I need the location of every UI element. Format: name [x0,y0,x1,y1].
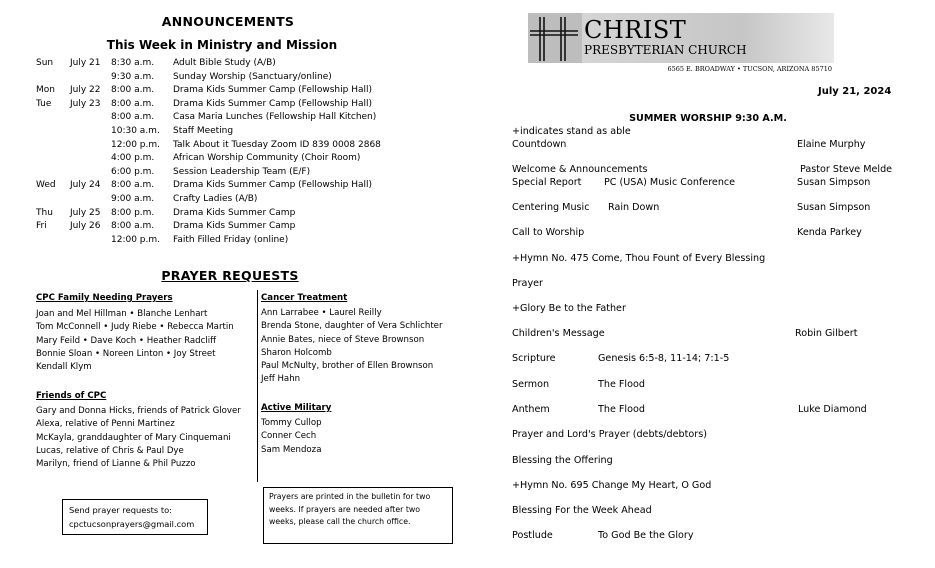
service-item [512,404,912,418]
service-item [512,253,912,267]
schedule-time: 12:00 p.m. [111,234,160,245]
schedule-time: 6:00 p.m. [111,166,155,177]
schedule-time: 8:00 a.m. [111,112,155,123]
schedule-time: 8:00 p.m. [111,207,155,218]
schedule-date: July 24 [70,180,101,191]
schedule-event: Sunday Worship (Sanctuary/online) [173,71,332,82]
schedule-time: 8:00 a.m. [111,85,155,96]
schedule-row [36,194,436,208]
schedule-row [36,153,436,167]
service-person: Luke Diamond [798,404,867,415]
schedule-date: July 22 [70,85,101,96]
prayer-title: PRAYER REQUESTS [161,268,299,283]
service-label: Centering Music [512,202,590,213]
schedule-event: Drama Kids Summer Camp [173,221,296,232]
schedule-event: Faith Filled Friday (online) [173,234,289,245]
service-item [512,328,912,342]
schedule-row [36,58,436,72]
schedule-date: July 26 [70,221,101,232]
cancer-list [261,307,461,386]
schedule-time: 12:00 p.m. [111,139,160,150]
service-item [512,139,912,153]
service-label: +Glory Be to the Father [512,303,626,314]
military-list [261,417,461,457]
schedule-row [36,221,436,235]
schedule-time: 8:30 a.m. [111,58,155,68]
service-title: SUMMER WORSHIP 9:30 A.M. [629,113,787,124]
schedule-event: Adult Bible Study (A/B) [173,58,276,68]
service-label: Blessing For the Week Ahead [512,505,652,516]
service-detail: Rain Down [608,202,660,213]
cancer-name: Jeff Hahn [261,374,301,385]
service-item [512,278,912,292]
cancer-name: Annie Bates, niece of Steve Brownson [261,334,425,345]
send-email: cpctucsonprayers@gmail.com [69,518,195,529]
cancer-name: Ann Larrabee • Laurel Reilly [261,308,382,319]
service-person: Kenda Parkey [797,227,862,238]
friends-list [36,405,256,471]
service-label: Sermon [512,379,550,390]
service-detail: The Flood [598,379,645,390]
service-label: Scripture [512,353,556,364]
schedule-time: 10:30 a.m. [111,125,160,136]
family-list [36,308,256,374]
schedule-time: 9:30 a.m. [111,71,155,82]
schedule-event: Session Leadership Team (E/F) [173,166,311,177]
announcements-title: ANNOUNCEMENTS [161,14,295,29]
friends-section [36,390,256,471]
schedule-time: 8:00 a.m. [111,98,155,109]
friend-name: Gary and Donna Hicks, friends of Patrick Glover [36,406,241,417]
friend-name: Lucas, relative of Chris & Paul Dye [36,445,184,456]
note-line-1: Prayers are printed in the bulletin for two [269,492,431,501]
family-name: Mary Feild • Dave Koch • Heather Radcliff [36,335,217,346]
service-detail: The Flood [598,404,645,415]
note-line-2: weeks. If prayers are needed after two [269,504,421,514]
schedule-row [36,180,436,194]
family-name: Kendall Klym [36,362,92,373]
service-item [512,379,912,393]
friend-name: McKayla, granddaughter of Mary Cinquemani [36,432,231,443]
schedule-row [36,140,436,154]
service-label: Blessing the Offering [512,455,613,466]
schedule-time: 9:00 a.m. [111,193,155,204]
schedule-event: Crafty Ladies (A/B) [173,193,258,204]
service-item [512,429,912,443]
service-detail: PC (USA) Music Conference [604,177,736,188]
family-heading: CPC Family Needing Prayers [36,293,173,303]
service-label: +Hymn No. 695 Change My Heart, O God [512,480,712,491]
schedule-day: Mon [36,85,55,96]
service-person: Susan Simpson [797,177,871,188]
cancer-section [261,292,461,386]
service-person: Pastor Steve Melde [800,164,893,175]
schedule-event: Drama Kids Summer Camp (Fellowship Hall) [173,98,373,109]
service-person: Robin Gilbert [795,328,858,339]
schedule-day: Tue [36,98,52,109]
friend-name: Marilyn, friend of Lianne & Phil Puzzo [36,459,196,470]
prayer-note-box [263,487,453,544]
schedule-row [36,167,436,181]
announcements-subtitle: This Week in Ministry and Mission [106,38,338,52]
family-name: Joan and Mel Hillman • Blanche Lenhart [36,309,208,320]
schedule-row [36,72,436,86]
cancer-name: Sharon Holcomb [261,347,332,358]
schedule-date: July 25 [70,207,101,218]
military-name: Tommy Cullop [261,418,322,429]
service-label: +Hymn No. 475 Come, Thou Fount of Every Blessing [512,253,766,264]
service-label: Countdown [512,139,567,150]
service-label: Anthem [512,404,550,415]
send-prayer-box [62,499,208,535]
schedule-event: Staff Meeting [173,125,234,136]
column-divider [257,290,258,482]
schedule-event: Talk About it Tuesday Zoom ID 839 0008 2868 [173,139,381,150]
service-item [512,480,912,494]
service-label: Prayer and Lord's Prayer (debts/debtors) [512,429,707,440]
schedule-row [36,85,436,99]
service-item [512,353,912,367]
service-item [512,303,912,317]
church-name-line1: CHRIST [584,16,687,44]
schedule-day: Fri [36,221,47,232]
service-label: Special Report [512,177,582,188]
military-name: Sam Mendoza [261,444,322,455]
schedule-event: Casa Maria Lunches (Fellowship Hall Kitchen) [173,112,377,123]
schedule-row [36,112,436,126]
church-logo [528,13,834,77]
service-item [512,164,912,178]
cancer-name: Brenda Stone, daughter of Vera Schlichter [261,321,443,332]
friend-name: Alexa, relative of Penni Martinez [36,419,175,430]
schedule-list [36,58,436,248]
military-name: Conner Cech [261,431,317,442]
family-name: Bonnie Sloan • Noreen Linton • Joy Street [36,348,216,359]
schedule-time: 8:00 a.m. [111,180,155,191]
cancer-name: Paul McNulty, brother of Ellen Brownson [261,361,434,372]
family-name: Tom McConnell • Judy Riebe • Rebecca Martin [36,322,234,333]
send-line-1: Send prayer requests to: [69,505,172,515]
service-item [512,227,912,241]
service-detail: Genesis 6:5-8, 11-14; 7:1-5 [598,353,730,364]
schedule-event: Drama Kids Summer Camp [173,207,296,218]
schedule-event: Drama Kids Summer Camp (Fellowship Hall) [173,85,373,96]
service-person: Elaine Murphy [797,139,866,150]
schedule-row [36,126,436,140]
schedule-time: 4:00 p.m. [111,153,155,164]
schedule-event: African Worship Community (Choir Room) [173,153,361,164]
schedule-time: 8:00 a.m. [111,221,155,232]
service-detail: To God Be the Glory [598,530,694,541]
service-item [512,177,912,191]
service-item [512,202,912,216]
family-section [36,292,256,374]
service-label: Call to Worship [512,227,585,238]
church-name-line2: PRESBYTERIAN CHURCH [584,43,747,57]
service-note: +indicates stand as able [512,126,631,137]
service-item [512,530,912,544]
service-label: Welcome & Announcements [512,164,648,175]
schedule-row [36,99,436,113]
service-item [512,505,912,519]
schedule-day: Wed [36,180,56,191]
service-label: Prayer [512,278,543,289]
service-item [512,455,912,469]
church-address: 6565 E. BROADWAY • TUCSON, ARIZONA 85710 [667,65,832,73]
military-section [261,402,461,457]
service-label: Children's Message [512,328,605,339]
schedule-row [36,208,436,222]
schedule-date: July 21 [70,58,101,68]
friends-heading: Friends of CPC [36,391,107,401]
schedule-day: Thu [36,207,53,218]
schedule-event: Drama Kids Summer Camp (Fellowship Hall) [173,180,373,191]
service-person: Susan Simpson [797,202,871,213]
bulletin-date: July 21, 2024 [818,86,892,97]
schedule-day: Sun [36,58,54,68]
schedule-date: July 23 [70,98,101,109]
note-line-3: weeks, please call the church office. [269,517,411,526]
schedule-row [36,235,436,249]
cancer-heading: Cancer Treatment [261,293,348,303]
military-heading: Active Military [261,403,332,413]
service-label: Postlude [512,530,553,541]
